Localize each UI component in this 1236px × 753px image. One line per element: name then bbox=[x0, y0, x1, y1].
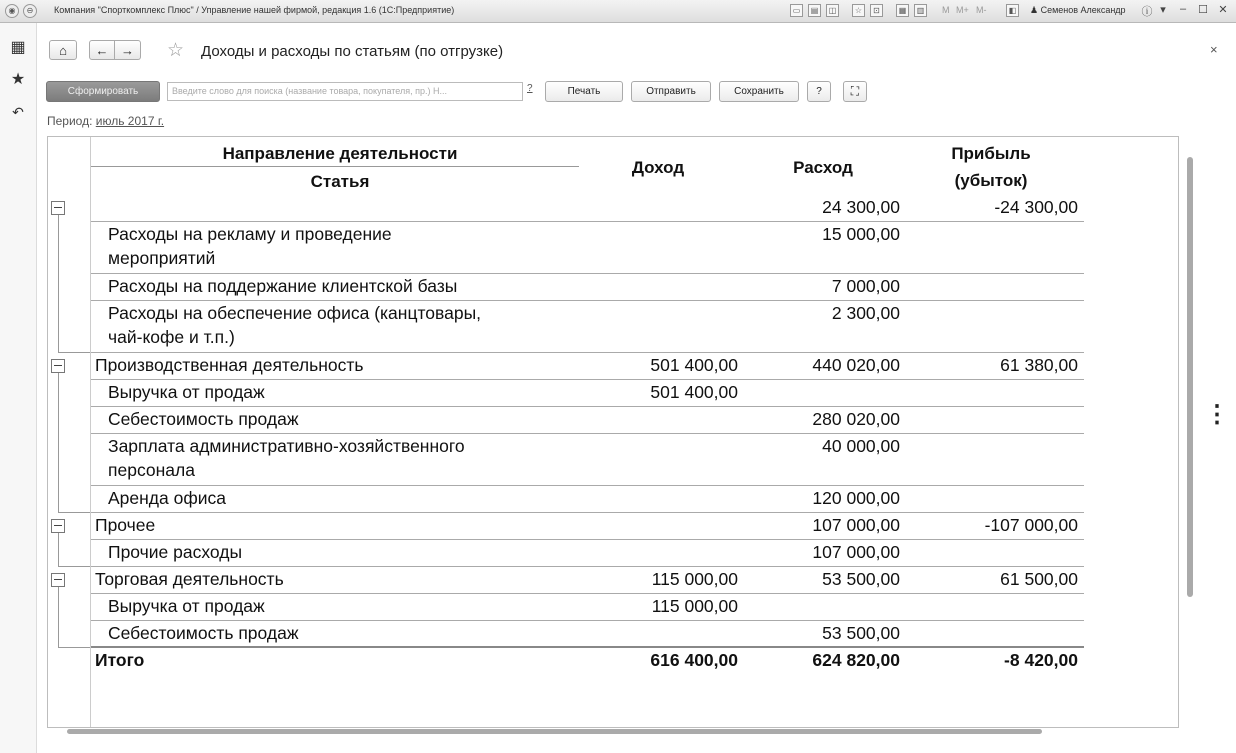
collapse-toggle-icon[interactable] bbox=[51, 573, 65, 587]
report-table bbox=[47, 136, 1179, 728]
period-label: Период: bbox=[47, 114, 93, 128]
save-button[interactable]: Сохранить bbox=[719, 81, 799, 102]
income-value: 501 400,00 bbox=[650, 355, 738, 375]
more-vertical-icon[interactable]: ⋮ bbox=[1205, 401, 1229, 428]
group-label: Торговая деятельность bbox=[95, 569, 284, 589]
app-menu-icon[interactable]: ◉ bbox=[5, 4, 19, 18]
tree-line-end bbox=[58, 647, 90, 648]
period-line bbox=[47, 114, 164, 128]
left-sidebar bbox=[0, 23, 37, 753]
article-label: Зарплата административно-хозяйственного bbox=[108, 436, 465, 456]
expense-value: 15 000,00 bbox=[822, 224, 900, 244]
home-button[interactable]: ⌂ bbox=[49, 40, 77, 60]
expense-value: 2 300,00 bbox=[831, 303, 900, 323]
header-article: Статья bbox=[310, 172, 370, 191]
expense-value: 107 000,00 bbox=[812, 542, 900, 562]
header-profit-2: (убыток) bbox=[954, 171, 1028, 190]
maximize-icon[interactable]: ☐ bbox=[1198, 4, 1208, 16]
dropdown-icon[interactable]: ▾ bbox=[1160, 4, 1166, 16]
forward-button[interactable]: → bbox=[115, 40, 141, 60]
expense-value: 7 000,00 bbox=[831, 276, 900, 296]
tree-line-end bbox=[58, 352, 90, 353]
calendar-icon[interactable]: ▦ bbox=[896, 4, 909, 17]
income-value: 115 000,00 bbox=[651, 569, 738, 589]
page-title: Доходы и расходы по статьям (по отгрузке) bbox=[201, 43, 504, 60]
panels-icon[interactable]: ◧ bbox=[1006, 4, 1019, 17]
history-icon[interactable]: ↶ bbox=[12, 104, 24, 120]
expense-value: 440 020,00 bbox=[812, 355, 900, 375]
mem-minus[interactable]: M- bbox=[976, 5, 987, 15]
minimize-icon[interactable]: – bbox=[1179, 3, 1187, 15]
main-content bbox=[37, 23, 1236, 753]
expense-value: 24 300,00 bbox=[822, 197, 900, 217]
save-icon[interactable]: ▭ bbox=[790, 4, 803, 17]
profit-value: -24 300,00 bbox=[994, 197, 1078, 217]
close-icon[interactable]: × bbox=[1210, 42, 1218, 57]
search-help-link[interactable]: ? bbox=[527, 83, 533, 94]
back-button[interactable]: ← bbox=[89, 40, 115, 60]
apps-icon[interactable]: ▦ bbox=[10, 39, 26, 56]
main-menu-icon[interactable]: ⊖ bbox=[23, 4, 37, 18]
tree-line bbox=[58, 373, 59, 513]
profit-value: -107 000,00 bbox=[984, 515, 1078, 535]
header-profit: Прибыль bbox=[951, 144, 1031, 163]
header-direction: Направление деятельности bbox=[222, 144, 458, 163]
tree-line bbox=[58, 215, 59, 353]
total-expense: 624 820,00 bbox=[812, 650, 900, 670]
help-button[interactable]: ? bbox=[807, 81, 831, 102]
favorite-icon[interactable]: ☆ bbox=[852, 4, 865, 17]
header-expense: Расход bbox=[793, 158, 853, 177]
article-label: Прочие расходы bbox=[108, 542, 243, 562]
row-divider bbox=[90, 512, 1084, 513]
article-label: Себестоимость продаж bbox=[108, 623, 299, 643]
income-value: 501 400,00 bbox=[650, 382, 738, 402]
vertical-scroll-thumb[interactable] bbox=[1187, 157, 1193, 597]
collapse-toggle-icon[interactable] bbox=[51, 519, 65, 533]
expense-value: 280 020,00 bbox=[812, 409, 900, 429]
article-label: Себестоимость продаж bbox=[108, 409, 299, 429]
article-label-cont: персонала bbox=[108, 460, 195, 480]
article-label-cont: чай-кофе и т.п.) bbox=[108, 327, 235, 347]
header-divider bbox=[90, 166, 579, 167]
article-label-cont: мероприятий bbox=[108, 248, 216, 268]
article-label: Выручка от продаж bbox=[108, 596, 265, 616]
user-name[interactable]: ♟ Семенов Александр bbox=[1030, 5, 1126, 15]
horizontal-scroll-thumb[interactable] bbox=[67, 729, 1042, 734]
window-title-bar bbox=[0, 0, 1236, 23]
favorite-star-icon[interactable]: ☆ bbox=[167, 40, 185, 61]
expense-value: 107 000,00 bbox=[812, 515, 900, 535]
tree-column-border bbox=[90, 137, 91, 727]
tree-line bbox=[58, 587, 59, 648]
tree-line-end bbox=[58, 566, 90, 567]
mem-plus[interactable]: M+ bbox=[956, 5, 969, 15]
group-label: Производственная деятельность bbox=[95, 355, 364, 375]
article-label: Расходы на поддержание клиентской базы bbox=[108, 276, 458, 296]
expense-value: 120 000,00 bbox=[812, 488, 900, 508]
group-label: Прочее bbox=[95, 515, 156, 535]
user-name-label: Семенов Александр bbox=[1040, 5, 1126, 15]
header-income: Доход bbox=[631, 158, 685, 177]
calculator-icon[interactable]: ▥ bbox=[914, 4, 927, 17]
tree-line bbox=[58, 533, 59, 567]
total-income: 616 400,00 bbox=[650, 650, 738, 670]
send-button[interactable]: Отправить bbox=[631, 81, 711, 102]
tree-line-end bbox=[58, 512, 90, 513]
window-title: Компания "Спорткомплекс Плюс" / Управление нашей фирмой, редакция 1.6 (1С:Предприятие) bbox=[54, 5, 455, 15]
article-label: Аренда офиса bbox=[108, 488, 226, 508]
total-label: Итого bbox=[95, 650, 145, 670]
collapse-toggle-icon[interactable] bbox=[51, 201, 65, 215]
search-input[interactable]: Введите слово для поиска (название товара, покупателя, пр.) Н... bbox=[167, 82, 523, 101]
profit-value: 61 500,00 bbox=[1000, 569, 1078, 589]
horizontal-scrollbar[interactable] bbox=[57, 728, 1167, 736]
info-icon[interactable]: ⓘ bbox=[1141, 6, 1153, 18]
expense-value: 53 500,00 bbox=[822, 623, 900, 643]
collapse-toggle-icon[interactable] bbox=[51, 359, 65, 373]
article-label: Выручка от продаж bbox=[108, 382, 265, 402]
total-profit: -8 420,00 bbox=[1004, 650, 1078, 670]
fullscreen-button[interactable]: ⛶ bbox=[843, 81, 867, 102]
income-value: 115 000,00 bbox=[651, 596, 738, 616]
period-link[interactable]: июль 2017 г. bbox=[95, 114, 165, 128]
mem-m[interactable]: M bbox=[942, 5, 950, 15]
article-label: Расходы на рекламу и проведение bbox=[108, 224, 392, 244]
link-icon[interactable]: ⊡ bbox=[870, 4, 883, 17]
expense-value: 53 500,00 bbox=[822, 569, 900, 589]
row-divider bbox=[90, 485, 1084, 486]
generate-button[interactable]: Сформировать bbox=[46, 81, 160, 102]
total-top-line bbox=[90, 646, 1084, 648]
print-icon[interactable]: ▤ bbox=[808, 4, 821, 17]
article-label: Расходы на обеспечение офиса (канцтовары, bbox=[108, 303, 482, 323]
profit-value: 61 380,00 bbox=[1000, 355, 1078, 375]
print-button[interactable]: Печать bbox=[545, 81, 623, 102]
preview-icon[interactable]: ◫ bbox=[826, 4, 839, 17]
window-close-icon[interactable]: ✕ bbox=[1218, 4, 1228, 16]
vertical-scrollbar[interactable] bbox=[1187, 143, 1195, 728]
favorites-icon[interactable]: ★ bbox=[10, 71, 26, 88]
expense-value: 40 000,00 bbox=[822, 436, 900, 456]
